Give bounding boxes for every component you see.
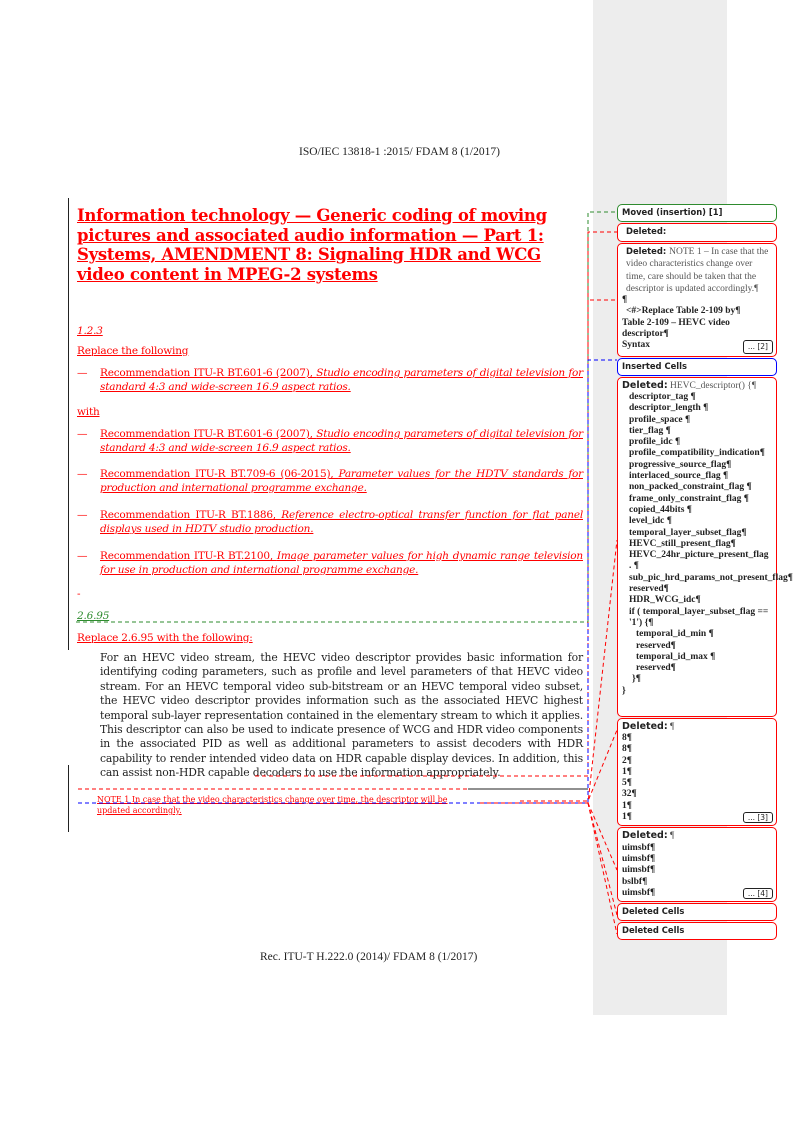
more-button[interactable]: ... [4]: [743, 888, 773, 899]
ref-id: Recommendation ITU-R BT.2100,: [100, 550, 277, 562]
bullet-dash: —: [77, 367, 88, 379]
comment-deleted-cells[interactable]: [617, 922, 777, 940]
clause-number: 1.2.3: [77, 325, 103, 337]
comment-line: bslbf¶: [622, 876, 648, 887]
comment-line: interlaced_source_flag ¶: [629, 471, 729, 482]
comment-line: sub_pic_hrd_params_not_present_flag¶: [629, 572, 793, 583]
comment-list: [617, 204, 793, 940]
comment-label: Inserted Cells: [622, 360, 688, 371]
comment-line: uimsbf¶: [622, 865, 656, 876]
ref-id: Recommendation ITU-R BT.709-6 (06-2015),: [100, 468, 339, 480]
comment-label: Deleted Cells: [622, 925, 685, 936]
comment-line: progressive_source_flag¶: [629, 459, 732, 470]
document-title: Information technology — Generic coding of moving pictures and associated audio information — Part 1: Systems, AMENDMENT 8: Signaling HDR and WCG video content in MPEG-2 systems: [77, 206, 547, 284]
comment-label: Deleted:: [622, 830, 668, 842]
comment-line: if ( temporal_layer_subset_flag == '1') {¶: [629, 606, 769, 628]
comment-line: reserved¶: [629, 584, 669, 595]
comment-line: 1¶: [622, 800, 632, 811]
comment-text: HEVC_descriptor() {¶: [670, 380, 757, 391]
bullet-dash: —: [77, 509, 88, 521]
comment-line: level_idc ¶: [629, 516, 672, 527]
comment-line: uimsbf¶: [622, 842, 656, 853]
comment-deleted-mnemonic[interactable]: [617, 827, 777, 902]
comment-line: }: [622, 685, 626, 696]
comment-line: descriptor_tag ¶: [629, 391, 696, 402]
comment-line: HDR_WCG_idc¶: [629, 595, 701, 606]
comment-line: descriptor_length ¶: [629, 403, 709, 414]
ref-title: Image parameter values for high dynamic range television for use in production and international programme exchange.: [100, 550, 583, 576]
ref-title: Studio encoding parameters of digital television for standard 4:3 and wide-screen 16.9 aspect ratios.: [100, 367, 583, 393]
comment-line: <#>Replace Table 2-109 by¶: [626, 306, 741, 317]
note-text: NOTE 1 In case that the video characteristics change over time, the descriptor will be updated accordingly.: [97, 795, 448, 815]
comment-label: Deleted:: [622, 720, 668, 732]
more-button[interactable]: ... [2]: [743, 340, 773, 353]
comment-line: profile_idc ¶: [629, 437, 681, 448]
comment-line: reserved¶: [636, 663, 676, 674]
comment-label: Deleted:: [622, 379, 668, 391]
comment-text: ¶: [670, 831, 675, 842]
comment-text: ¶: [670, 721, 675, 732]
comment-line: profile_compatibility_indication¶: [629, 448, 765, 459]
ref-id: Recommendation ITU-R BT.1886,: [100, 509, 282, 521]
comment-deleted-cells[interactable]: [617, 903, 777, 921]
comment-line: Table 2-109 – HEVC video descriptor¶: [622, 317, 730, 340]
body-paragraph: For an HEVC video stream, the HEVC video descriptor provides basic information for identifying coding parameters, such as profile and level parameters of that HEVC video stream. For an HEVC temporal video sub-bitstream or an HEVC temporal video subset, the HEVC video descriptor provides information such as the associated HEVC highest temporal sub-layer representation contained in the elementary stream to which it applies. This descriptor can also be used to indicate presence of WCG and HDR video components in the associated PID as well as additional parameters to assist decoders with HDR capability to render intended video data on HDR capable display devices. In addition, this can assist non-HDR capable decoders to use the information appropriately.: [100, 651, 583, 780]
instruction: Replace 2.6.95 with the following:: [77, 632, 253, 644]
comment-line: 1¶: [622, 766, 632, 777]
comment-line: 8¶: [622, 732, 632, 743]
comment-label: Deleted:: [626, 246, 667, 256]
ref-title: Studio encoding parameters of digital television for standard 4:3 and wide-screen 16.9 aspect ratios.: [100, 428, 583, 454]
stray-dash: -: [77, 588, 81, 600]
page-header: ISO/IEC 13818-1 :2015/ FDAM 8 (1/2017): [299, 146, 500, 158]
bullet-dash: —: [77, 468, 88, 480]
comment-label: Deleted:: [626, 226, 667, 236]
comment-line: reserved¶: [636, 640, 676, 651]
comment-line: uimsbf¶: [622, 853, 656, 864]
comment-inserted-cells[interactable]: [617, 358, 777, 376]
comment-line: temporal_id_min ¶: [636, 629, 714, 640]
comment-line: 1¶: [622, 812, 632, 823]
comment-deleted[interactable]: [617, 223, 777, 242]
ref-id: Recommendation ITU-R BT.601-6 (2007),: [100, 367, 317, 379]
comment-line: ¶: [622, 295, 628, 306]
comment-label: Moved (insertion) [1]: [622, 207, 723, 217]
with-label: with: [77, 406, 100, 418]
comment-line: temporal_id_max ¶: [636, 651, 716, 662]
bullet-dash: —: [77, 428, 88, 440]
comment-line: 32¶: [622, 789, 637, 800]
comment-line: HEVC_still_present_flag¶: [629, 538, 736, 549]
comment-line: uimsbf¶: [622, 887, 656, 898]
comment-line: temporal_layer_subset_flag¶: [629, 527, 747, 538]
page-footer: Rec. ITU-T H.222.0 (2014)/ FDAM 8 (1/2017): [260, 951, 478, 963]
ref-id: Recommendation ITU-R BT.601-6 (2007),: [100, 428, 317, 440]
instruction: Replace the following: [77, 345, 189, 357]
comment-line: Syntax: [622, 340, 650, 351]
comment-deleted-bits[interactable]: [617, 718, 777, 827]
comment-line: profile_space ¶: [629, 414, 691, 425]
comment-line: 8¶: [622, 744, 632, 755]
comment-line: HEVC_24hr_picture_present_flag . ¶: [629, 550, 769, 572]
comment-deleted-note[interactable]: [617, 243, 777, 357]
comment-deleted-syntax[interactable]: [617, 377, 793, 717]
comment-line: non_packed_constraint_flag ¶: [629, 482, 752, 493]
comment-line: }¶: [632, 674, 641, 685]
comment-text: NOTE 1 – In case that the video characteristics change over time, care should be taken that the descriptor is updated accordingly.¶: [626, 247, 769, 294]
comment-line: 2¶: [622, 755, 632, 766]
comment-line: 5¶: [622, 778, 632, 789]
comment-line: tier_flag ¶: [629, 425, 671, 436]
comment-moved-insertion[interactable]: [617, 204, 777, 222]
bullet-dash: —: [77, 550, 88, 562]
comment-line: copied_44bits ¶: [629, 504, 692, 515]
comment-label: Deleted Cells: [622, 906, 685, 917]
more-button[interactable]: ... [3]: [743, 812, 773, 823]
comment-line: frame_only_constraint_flag ¶: [629, 493, 749, 504]
ref-title: Reference electro-optical transfer function for flat panel displays used in HDTV studio production.: [100, 509, 583, 535]
moved-clause: 2.6.95: [77, 610, 110, 622]
ref-title: Parameter values for the HDTV standards for production and international programme exchange.: [100, 468, 583, 494]
